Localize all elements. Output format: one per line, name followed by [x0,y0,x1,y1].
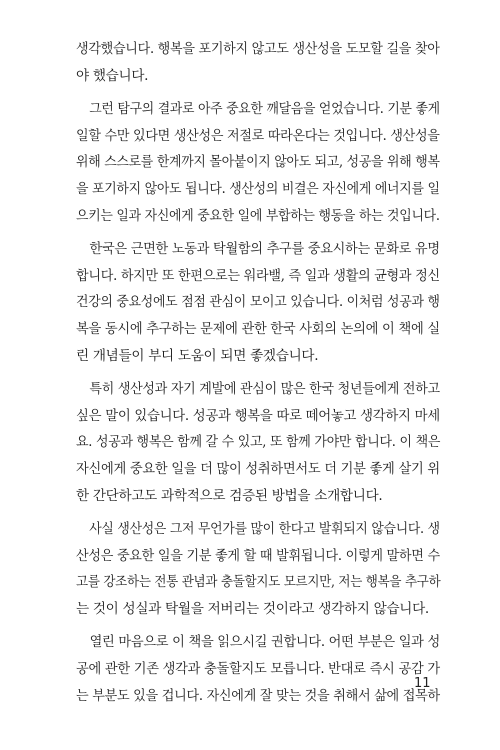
paragraph-gap [76,622,440,629]
paragraph [76,96,440,229]
text-line: 열린 마음으로 이 책을 읽으시길 권합니다. 어떤 부분은 일과 성 [89,634,441,651]
text-line: 는 것이 성실과 탁월을 저버리는 것이라고 생각하지 않습니다. [76,600,429,617]
text-line: 산성은 중요한 일을 기분 좋게 할 때 발휘됩니다. 이렇게 말하면 수 [76,547,440,564]
text-line: 을 포기하지 않아도 됩니다. 생산성의 비결은 자신에게 에너지를 일 [76,180,440,197]
text-line: 특히 생산성과 자기 계발에 관심이 많은 한국 청년들에게 전하고 [89,381,440,398]
body-text [76,36,440,709]
paragraph-gap [76,89,440,96]
text-line: 합니다. 하지만 또 한편으로는 워라밸, 즉 일과 생활의 균형과 정신 [76,267,440,284]
text-line: 그런 탐구의 결과로 아주 중요한 깨달음을 얻었습니다. 기분 좋게 [89,101,440,118]
text-line: 는 부분도 있을 겁니다. 자신에게 잘 맞는 것을 취해서 삶에 접목하 [76,687,440,704]
text-line: 일할 수만 있다면 생산성은 저절로 따라온다는 것입니다. 생산성을 [76,127,440,144]
text-line: 자신에게 중요한 일을 더 많이 성취하면서도 더 기분 좋게 살기 위 [76,460,440,477]
text-line: 고를 강조하는 전통 관념과 충돌할지도 모르지만, 저는 행복을 추구하 [76,574,441,591]
text-line: 요. 성공과 행복은 함께 갈 수 있고, 또 함께 가야만 합니다. 이 책은 [76,434,441,451]
paragraph [76,376,440,509]
text-line: 생각했습니다. 행복을 포기하지 않고도 생산성을 도모할 길을 찾아 [76,41,440,57]
text-line: 한국은 근면한 노동과 탁월함의 추구를 중요시하는 문화로 유명 [89,241,440,258]
text-line: 린 개념들이 부디 도움이 되면 좋겠습니다. [76,347,319,364]
text-line: 싶은 말이 있습니다. 성공과 행복을 따로 떼어놓고 생각하지 마세 [76,407,440,424]
paragraph [76,629,440,709]
text-line: 위해 스스로를 한계까지 몰아붙이지 않아도 되고, 성공을 위해 행복 [76,154,440,171]
paragraph-gap [76,509,440,516]
page-number: 11 [414,676,431,691]
text-line: 한 간단하고도 과학적으로 검증된 방법을 소개합니다. [76,487,383,504]
paragraph [76,236,440,369]
paragraph [76,516,440,622]
text-line: 으키는 일과 자신에게 중요한 일에 부합하는 행동을 하는 것입니다. [76,207,440,224]
paragraph-gap [76,369,440,376]
text-line: 사실 생산성은 그저 무언가를 많이 한다고 발휘되지 않습니다. 생 [89,521,440,538]
text-line: 건강의 중요성에도 점점 관심이 모이고 있습니다. 이처럼 성공과 행 [76,294,440,311]
text-line: 공에 관한 기존 생각과 충돌할지도 모릅니다. 반대로 즉시 공감 가 [76,661,440,678]
paragraph [76,36,440,89]
text-line: 복을 동시에 추구하는 문제에 관한 한국 사회의 논의에 이 책에 실 [76,320,440,337]
text-line: 야 했습니다. [76,67,149,84]
paragraph-gap [76,229,440,236]
